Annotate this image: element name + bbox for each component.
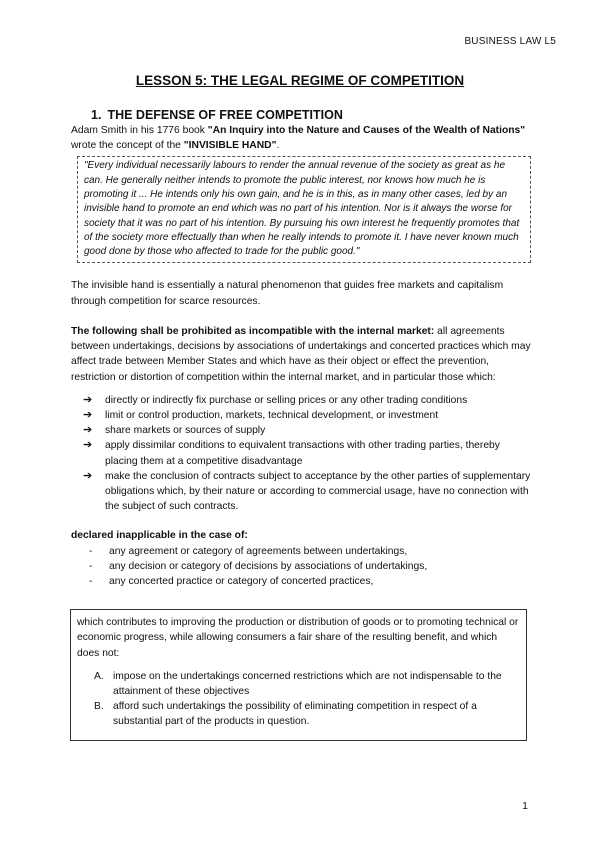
section-title: THE DEFENSE OF FREE COMPETITION (107, 108, 343, 122)
conditions-list (77, 669, 520, 730)
list-item (83, 438, 533, 468)
inapplicable-heading (71, 528, 533, 543)
list-item (89, 544, 533, 559)
arrow-icon: ➔ (83, 439, 93, 452)
list-item-text: any decision or category of decisions by associations of undertakings, (109, 560, 428, 572)
list-item-text: apply dissimilar conditions to equivalent transactions with other trading parties, thereby placing them at a competitive disadvantage (105, 440, 500, 467)
conditions-box (70, 609, 527, 740)
intro-paragraph (71, 123, 533, 153)
list-item (89, 574, 533, 589)
prohibited-heading: The following shall be prohibited as incompatible with the internal market: (71, 325, 435, 337)
section-number: 1. (91, 108, 102, 122)
list-item-text: directly or indirectly fix purchase or selling prices or any other trading conditions (105, 394, 468, 406)
list-item-text: share markets or sources of supply (105, 425, 266, 437)
list-item (89, 559, 533, 574)
concept-name: "INVISIBLE HAND" (183, 140, 277, 152)
page-title: LESSON 5: THE LEGAL REGIME OF COMPETITION (135, 73, 465, 88)
inapplicable-list (73, 544, 533, 590)
list-item (83, 408, 533, 423)
page-number: 1 (522, 800, 528, 812)
intro-text: Adam Smith in his 1776 book (71, 125, 208, 136)
list-item-text: limit or control production, markets, technical development, or investment (105, 409, 439, 421)
intro-text-2: wrote the concept of the (71, 140, 184, 152)
arrow-icon: ➔ (83, 408, 93, 421)
page-header: BUSINESS LAW L5 (464, 36, 556, 47)
list-item-text: afford such undertakings the possibility of eliminating competition in respect of a substantial part of the products in question. (113, 701, 477, 728)
list-item (94, 699, 520, 729)
intro-end: . (276, 140, 280, 152)
arrow-icon: ➔ (83, 469, 93, 482)
dash-marker: - (89, 545, 93, 557)
dash-marker: - (89, 575, 93, 587)
conditions-text: which contributes to improving the production or distribution of goods or to promoting technical or economic progress, while allowing consumers a fair share of the resulting benefit, and which does not: (77, 617, 519, 659)
list-item-text: any agreement or category of agreements between undertakings, (109, 545, 408, 557)
prohibited-text: all agreements between undertakings, decisions by associations of undertakings and concerted practices which may affect trade between Member States and which have as their object or effect the prevention, restriction or distortion of competition within the internal market, and in particular those which: (71, 325, 531, 383)
list-item-text: impose on the undertakings concerned restrictions which are not indispensable to the attainment of these objectives (113, 670, 502, 697)
list-item (94, 669, 520, 699)
adam-smith-quote: "Every individual necessarily labours to render the annual revenue of the society as great as he can. He generally neither intends to promote the public interest, nor knows how much he is promoting it ... He intends only his own gain, and he is in this, as in many other cases, led by an invisible hand to promote an end which was no part of his intention. Nor is it always the worse for society that it was no part of his intention. By pursuing his own interest he frequently promotes that of the society more effectually than when he really intends to promote it. I have never known much good done by those who affected to trade for the public good." (84, 160, 520, 258)
invisible-hand-paragraph: The invisible hand is essentially a natural phenomenon that guides free markets and capitalism through competition for scarce resources. (71, 280, 504, 307)
list-item-text: any concerted practice or category of concerted practices, (109, 575, 374, 587)
section-heading (91, 107, 533, 123)
prohibited-paragraph (71, 324, 533, 385)
arrow-icon: ➔ (83, 424, 93, 437)
quote-box (77, 156, 531, 263)
list-marker: A. (94, 670, 104, 682)
list-item (83, 393, 533, 408)
dash-marker: - (89, 560, 93, 572)
page-content (73, 107, 533, 741)
list-marker: B. (94, 701, 104, 713)
inapplicable-heading-text: declared inapplicable in the case of: (71, 530, 248, 542)
list-item (83, 423, 533, 438)
list-item (83, 469, 533, 515)
arrow-icon: ➔ (83, 393, 93, 406)
prohibited-practices-list (73, 393, 533, 515)
book-title: "An Inquiry into the Nature and Causes of the Wealth of Nations" (207, 125, 526, 136)
list-item-text: make the conclusion of contracts subject to acceptance by the other parties of supplementary obligations which, by their nature or according to commercial usage, have no connection with the subject of such contracts. (105, 470, 531, 513)
